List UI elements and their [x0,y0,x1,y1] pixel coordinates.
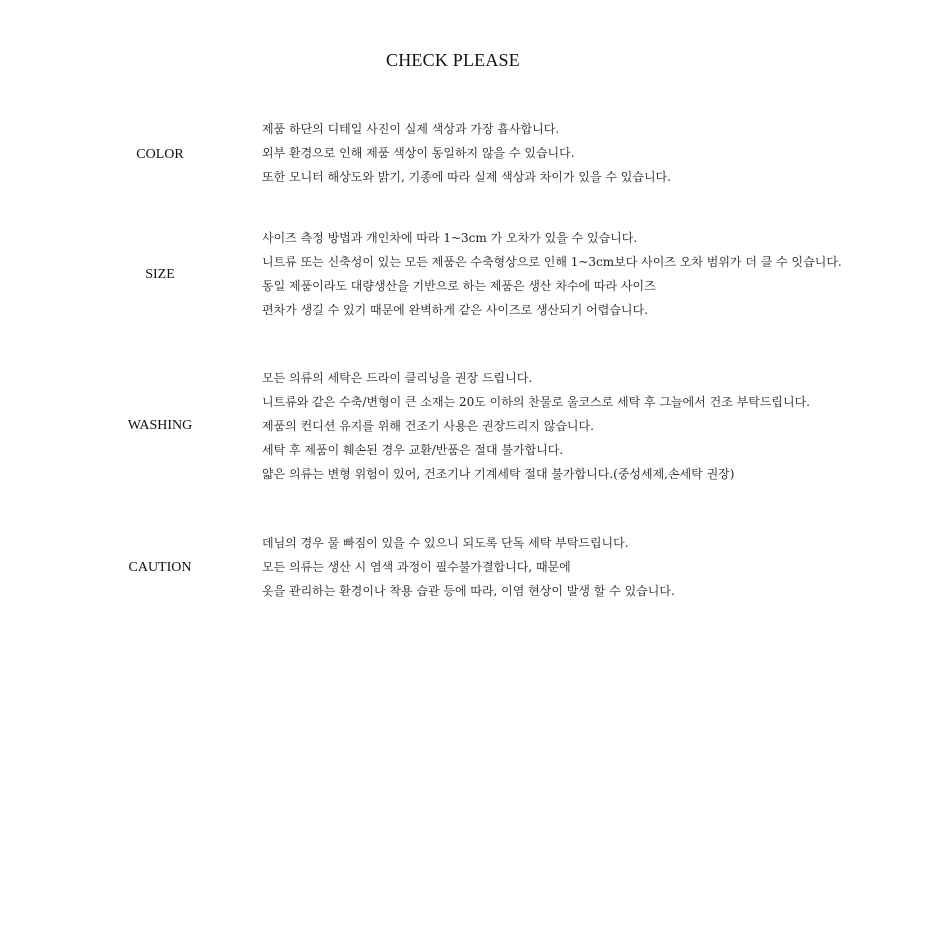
section-label-washing: WASHING [127,418,193,433]
section-caution-lines [262,531,675,603]
section-line: 세탁 후 제품이 훼손된 경우 교환/반품은 절대 불가합니다. [262,443,564,457]
section-line: 또한 모니터 해상도와 밝기, 기종에 따라 실제 색상과 차이가 있을 수 있습니다. [262,170,671,184]
section-line: 외부 환경으로 인해 제품 색상이 동일하지 않을 수 있습니다. [262,146,575,160]
section-line: 사이즈 측정 방법과 개인차에 따라 1~3cm 가 오차가 있을 수 있습니다. [262,231,638,245]
section-color-lines [262,117,671,189]
section-line: 동일 제품이라도 대량생산을 기반으로 하는 제품은 생산 차수에 따라 사이즈 [262,279,656,293]
section-line: 편차가 생길 수 있기 때문에 완벽하게 같은 사이즈로 생산되기 어렵습니다. [262,303,648,317]
section-line: 니트류와 같은 수축/변형이 큰 소재는 20도 이하의 찬물로 울코스로 세탁 후 그늘에서 건조 부탁드립니다. [262,395,810,409]
section-label-color: COLOR [136,147,184,162]
section-line: 제품의 컨디션 유지를 위해 건조기 사용은 권장드리지 않습니다. [262,419,594,433]
section-washing-lines [262,366,810,486]
section-line: 얇은 의류는 변형 위험이 있어, 건조기나 기계세탁 절대 불가합니다.(중성세제,손세탁 권장) [262,467,735,481]
section-line: 니트류 또는 신축성이 있는 모든 제품은 수축형상으로 인해 1~3cm보다 사이즈 오차 범위가 더 클 수 잇습니다. [262,255,842,269]
section-line: 모든 의류는 생산 시 염색 과정이 필수불가결합니다, 때문에 [262,560,571,574]
page-title: CHECK PLEASE [386,50,520,70]
section-line: 옷을 관리하는 환경이나 착용 습관 등에 따라, 이염 현상이 발생 할 수 있습니다. [262,584,675,598]
section-size-lines [262,226,842,322]
section-label-size: SIZE [145,267,175,282]
section-label-caution: CAUTION [128,560,192,575]
section-line: 데님의 경우 물 빠짐이 있을 수 있으니 되도록 단독 세탁 부탁드립니다. [262,536,629,550]
section-line: 모든 의류의 세탁은 드라이 클리닝을 권장 드립니다. [262,371,533,385]
section-line: 제품 하단의 디테일 사진이 실제 색상과 가장 흡사합니다. [262,122,560,136]
